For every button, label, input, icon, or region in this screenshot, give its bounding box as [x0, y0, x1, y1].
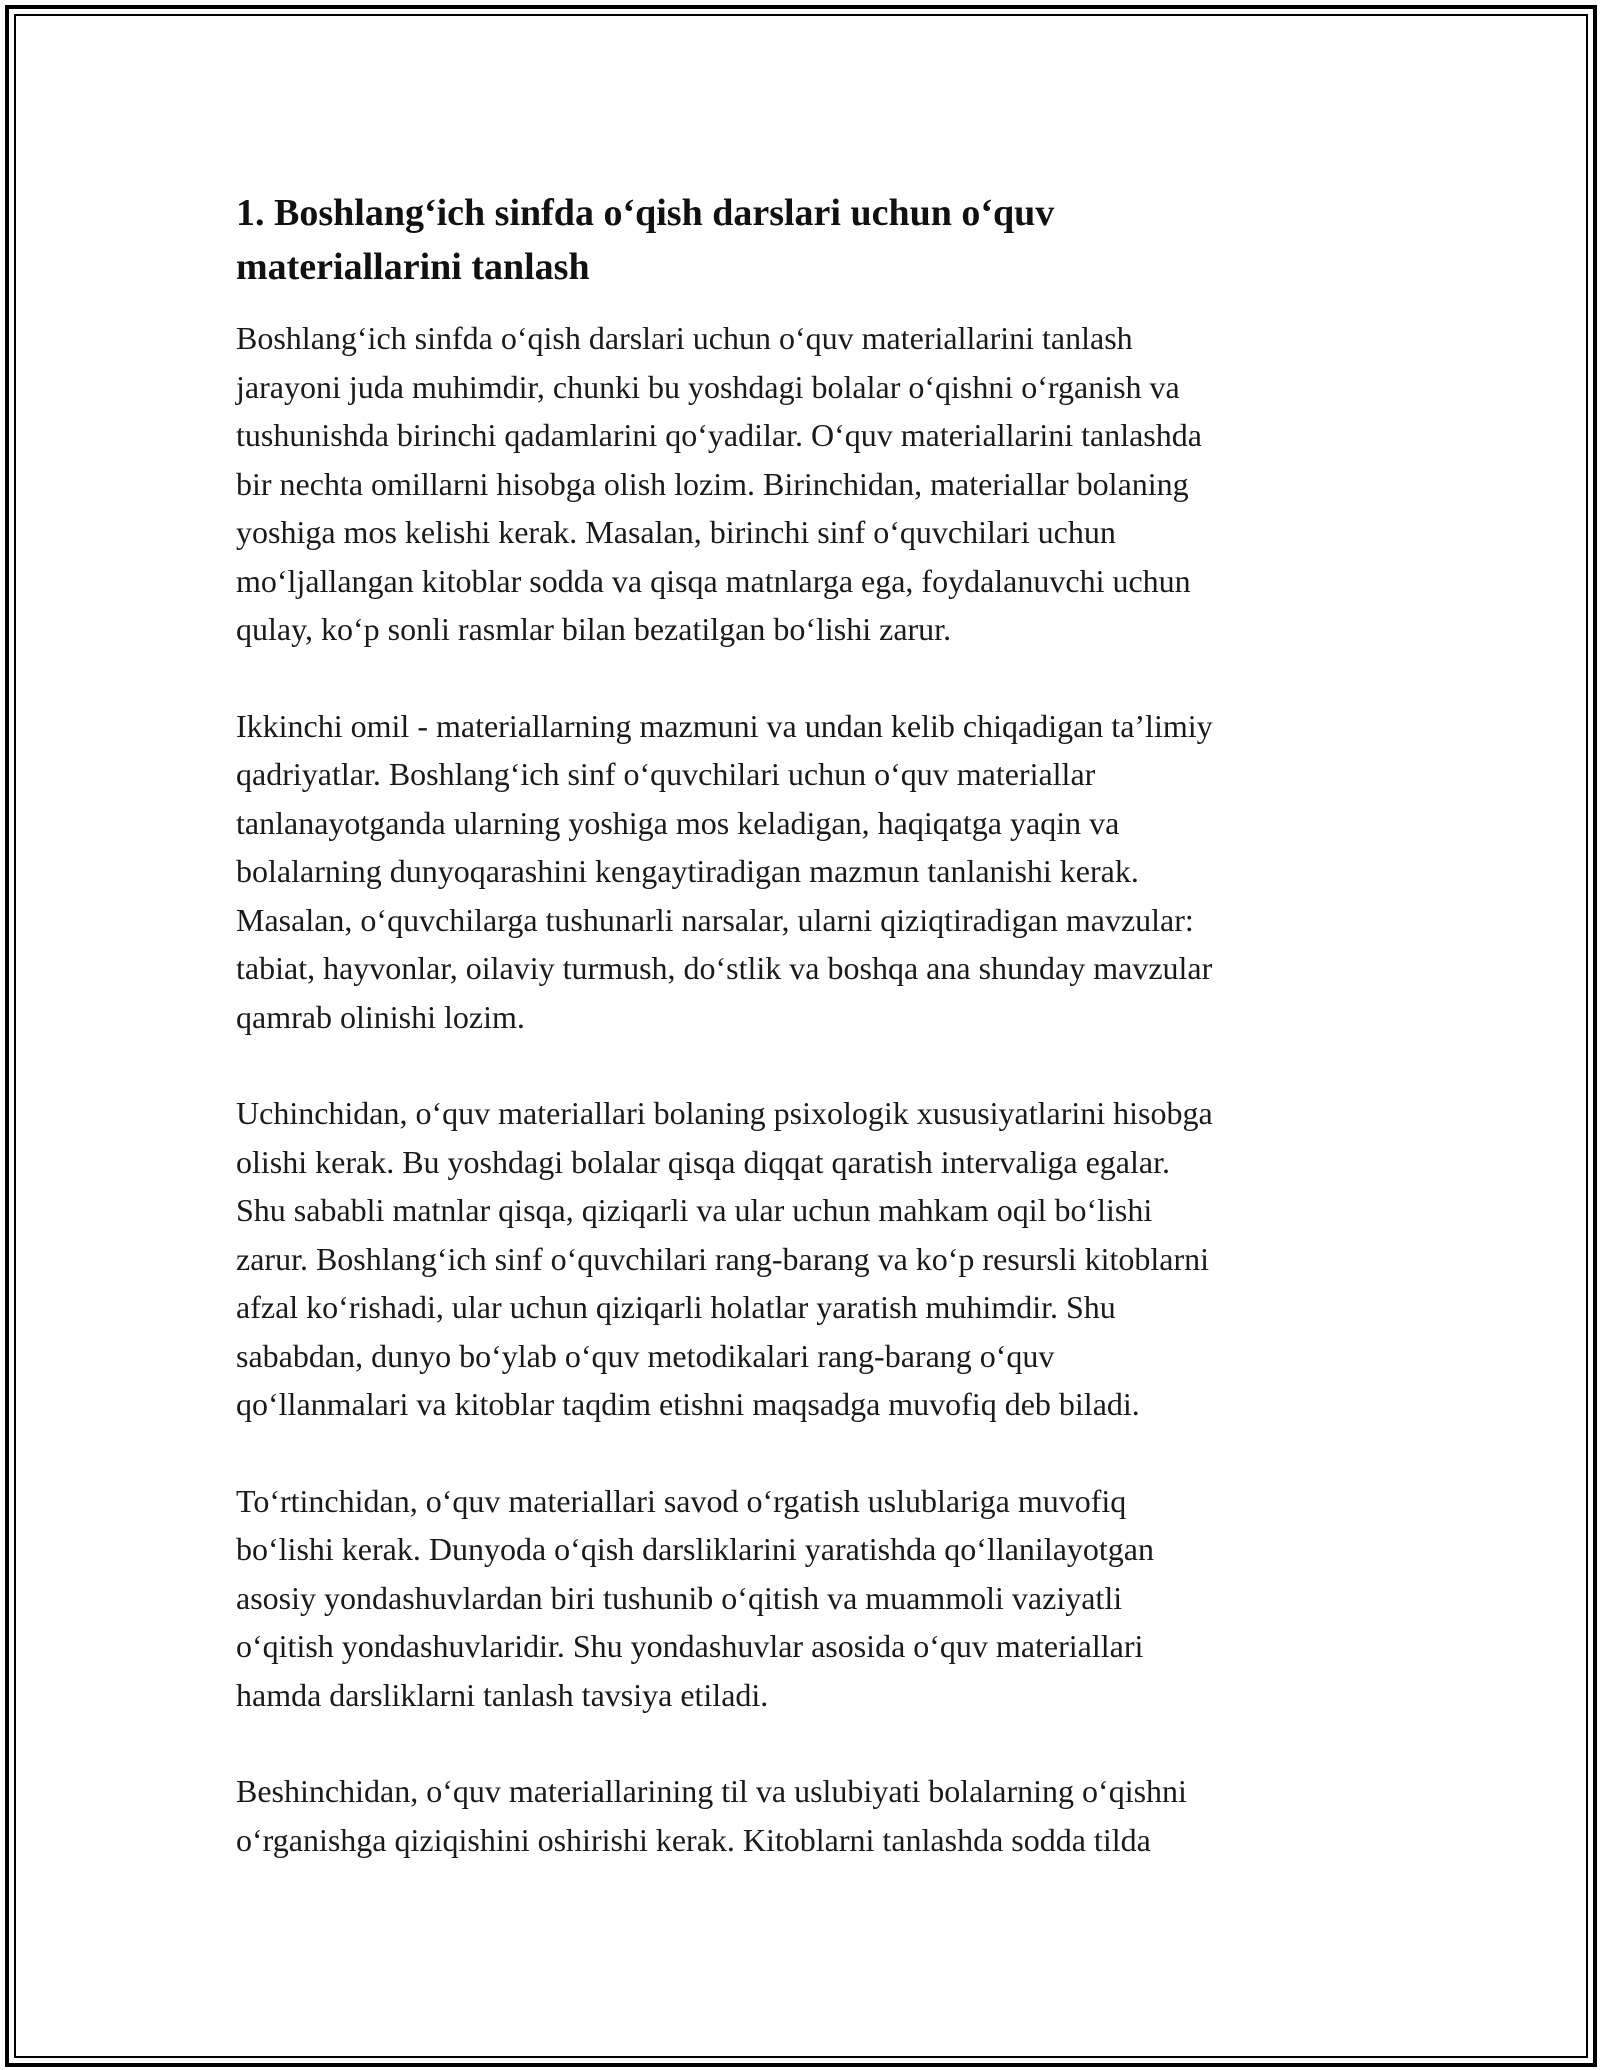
paragraph-1	[236, 314, 1371, 654]
paragraph-3	[236, 1089, 1371, 1429]
text-line: Shu sababli matnlar qisqa, qiziqarli va ular uchun mahkam oqil bo‘lishi	[236, 1192, 1153, 1228]
section-heading	[236, 186, 1371, 294]
text-line: qo‘llanmalari va kitoblar taqdim etishni maqsadga muvofiq deb biladi.	[236, 1386, 1140, 1422]
text-line: bir nechta omillarni hisobga olish lozim. Birinchidan, materiallar bolaning	[236, 465, 1189, 502]
text-line: o‘qitish yondashuvlaridir. Shu yondashuvlar asosida o‘quv materiallari	[236, 1628, 1144, 1664]
text-line: bo‘lishi kerak. Dunyoda o‘qish darsliklarini yaratishda qo‘llanilayotgan	[236, 1531, 1154, 1567]
text-line: o‘rganishga qiziqishini oshirishi kerak. Kitoblarni tanlashda sodda tilda	[236, 1821, 1151, 1858]
text-line: zarur. Boshlang‘ich sinf o‘quvchilari rang-barang va ko‘p resursli kitoblarni	[236, 1240, 1210, 1277]
document-body	[236, 186, 1371, 1864]
text-line: Beshinchidan, o‘quv materiallarining til va uslubiyati bolalarning o‘qishni	[236, 1773, 1187, 1809]
text-line: afzal ko‘rishadi, ular uchun qiziqarli holatlar yaratish muhimdir. Shu	[236, 1289, 1116, 1325]
text-line: Masalan, o‘quvchilarga tushunarli narsalar, ularni qiziqtiradigan mavzular:	[236, 901, 1194, 938]
text-line: hamda darsliklarni tanlash tavsiya etiladi.	[236, 1676, 769, 1713]
text-line: qulay, ko‘p sonli rasmlar bilan bezatilgan bo‘lishi zarur.	[236, 611, 952, 647]
text-line: yoshiga mos kelishi kerak. Masalan, birinchi sinf o‘quvchilari uchun	[236, 514, 1116, 550]
text-line: mo‘ljallangan kitoblar sodda va qisqa matnlarga ega, foydalanuvchi uchun	[236, 562, 1191, 599]
text-line: Boshlang‘ich sinfda o‘qish darslari uchun o‘quv materiallarini tanlash	[236, 320, 1133, 356]
text-line: sababdan, dunyo bo‘ylab o‘quv metodikalari rang-barang o‘quv	[236, 1337, 1055, 1374]
text-line: Uchinchidan, o‘quv materiallari bolaning psixologik xususiyatlarini hisobga	[236, 1095, 1213, 1131]
text-line: jarayoni juda muhimdir, chunki bu yoshdagi bolalar o‘qishni o‘rganish va	[236, 368, 1180, 405]
text-line: asosiy yondashuvlardan biri tushunib o‘qitish va muammoli vaziyatli	[236, 1579, 1123, 1616]
text-line: qamrab olinishi lozim.	[236, 998, 525, 1035]
paragraph-2	[236, 702, 1371, 1042]
text-line: olishi kerak. Bu yoshdagi bolalar qisqa diqqat qaratish intervaliga egalar.	[236, 1143, 1170, 1180]
heading-line: 1. Boshlang‘ich sinfda o‘qish darslari uchun o‘quv	[236, 192, 1055, 234]
paragraph-4	[236, 1477, 1371, 1720]
text-line: tabiat, hayvonlar, oilaviy turmush, do‘stlik va boshqa ana shunday mavzular	[236, 950, 1213, 986]
text-line: tanlanayotganda ularning yoshiga mos keladigan, haqiqatga yaqin va	[236, 804, 1120, 841]
text-line: Ikkinchi omil - materiallarning mazmuni va undan kelib chiqadigan ta’limiy	[236, 707, 1213, 744]
text-line: qadriyatlar. Boshlang‘ich sinf o‘quvchilari uchun o‘quv materiallar	[236, 756, 1096, 792]
text-line: bolalarning dunyoqarashini kengaytiradigan mazmun tanlanishi kerak.	[236, 853, 1139, 889]
text-line: To‘rtinchidan, o‘quv materiallari savod o‘rgatish uslublariga muvofiq	[236, 1482, 1127, 1519]
heading-line: materiallarini tanlash	[236, 246, 590, 288]
text-line: tushunishda birinchi qadamlarini qo‘yadilar. O‘quv materiallarini tanlashda	[236, 417, 1202, 453]
paragraph-5	[236, 1767, 1371, 1864]
